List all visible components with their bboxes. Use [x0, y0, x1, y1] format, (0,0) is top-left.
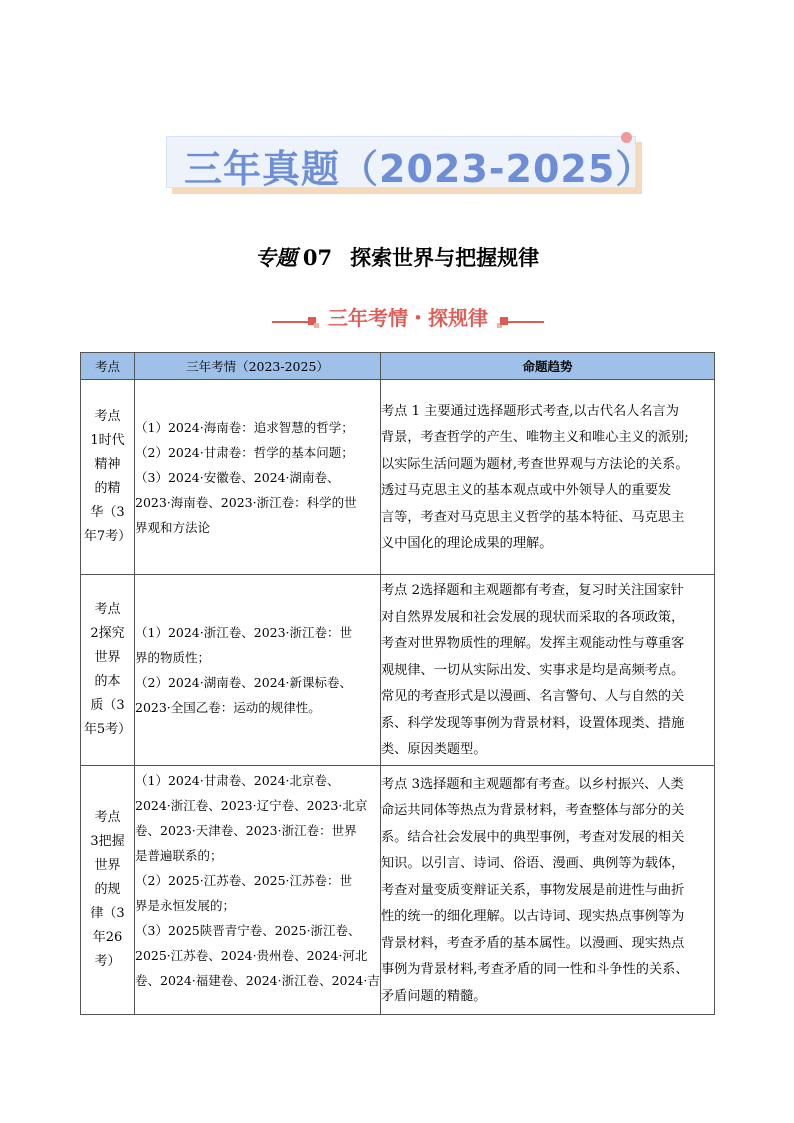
qushi-line: 对自然界发展和社会发展的现状而采取的各项政策， [381, 609, 685, 625]
header-qushi: 命题趋势 [381, 353, 715, 380]
qushi-line: 知识。以引言、诗词、俗语、漫画、典例等为载体， [381, 856, 685, 872]
kaoqing-line: （3）2025陕晋青宁卷、2025·浙江卷、 [135, 923, 361, 938]
qushi-cell [381, 575, 715, 766]
kaoqing-line: 界是永恒发展的； [135, 898, 236, 913]
kaodian-line: 世界 [94, 858, 121, 873]
banner-title: 三年真题（2023-2025） [184, 147, 655, 191]
kaodian-line: 年7考） [83, 529, 132, 544]
kaoqing-cell [135, 380, 381, 575]
header-line-right [508, 321, 544, 323]
kaoqing-line: （3）2024·安徽卷、2024·湖南卷、 [135, 469, 340, 485]
kaodian-cell [81, 575, 135, 766]
qushi-line: 系。结合社会发展中的典型事例，考查对发展的相关 [381, 829, 685, 845]
qushi-line: 透过马克思主义的基本观点或中外领导人的重要发 [381, 483, 672, 498]
kaodian-line: 精神 [94, 457, 121, 472]
kaoqing-line: （1）2024·甘肃卷、2024·北京卷、 [135, 773, 340, 788]
qushi-line: 义中国化的理论成果的理解。 [381, 536, 553, 551]
kaodian-line: 华（3 [90, 505, 125, 520]
kaoqing-line: 卷、2023·天津卷、2023·浙江卷：世界 [135, 823, 357, 838]
kaoqing-cell [135, 766, 381, 1015]
banner-dot-decoration [621, 132, 632, 143]
table-row [81, 380, 715, 575]
header-kaoqing: 三年考情（2023-2025） [135, 353, 381, 380]
kaodian-line: 考点 [94, 409, 121, 424]
kaodian-line: 质（3 [90, 698, 125, 713]
kaoqing-line: 卷、2024·福建卷、2024·浙江卷、2024·吉 [135, 973, 380, 988]
qushi-line: 考点 2选择题和主观题都有考查，复习时关注国家针 [381, 583, 684, 599]
qushi-line: 考查对量变质变辩证关系，事物发展是前进性与曲折 [381, 882, 685, 898]
table-row [81, 575, 715, 766]
kaodian-cell [81, 380, 135, 575]
kaodian-line: 世界 [94, 650, 121, 665]
kaoqing-line: （1）2024·海南卷：追求智慧的哲学； [135, 419, 354, 435]
kaoqing-line: 是普遍联系的； [135, 848, 223, 863]
section-header-text: 三年考情・探规律 [328, 306, 488, 330]
kaoqing-line: 2024·浙江卷、2023·辽宁卷、2023·北京 [135, 798, 368, 813]
qushi-line: 类、原因类题型。 [381, 742, 487, 758]
kaodian-line: 2探究 [90, 626, 125, 641]
table-row [81, 766, 715, 1015]
topic-name: 探索世界与把握规律 [350, 245, 540, 270]
qushi-line: 常见的考查形式是以漫画、名言警句、人与自然的关 [381, 689, 685, 705]
kaodian-line: 的精 [94, 481, 121, 496]
table-header-row [81, 353, 715, 380]
kaodian-line: 的规 [94, 882, 121, 897]
kaodian-line: 年5考） [83, 722, 132, 737]
kaoqing-line: （2）2024·甘肃卷：哲学的基本问题； [135, 444, 354, 460]
topic-number: 07 [302, 245, 333, 270]
header-square-right [500, 317, 508, 325]
kaoqing-line: （2）2025·江苏卷、2025·江苏卷：世 [135, 873, 353, 888]
topic-title [0, 242, 794, 272]
qushi-line: 言等，考查对马克思主义哲学的基本特征、马克思主 [381, 509, 685, 525]
kaodian-line: 3把握 [90, 834, 125, 849]
kaodian-cell [81, 766, 135, 1015]
qushi-line: 系、科学发现等事例为背景材料，设置体现类、措施 [381, 715, 685, 731]
qushi-line: 考查对世界物质性的理解。发挥主观能动性与尊重客 [381, 636, 685, 652]
exam-analysis-table [80, 352, 715, 1015]
header-kaodian: 考点 [81, 353, 135, 380]
kaoqing-line: （2）2024·湖南卷、2024·新课标卷、 [135, 675, 353, 690]
kaoqing-line: 2023·全国乙卷：运动的规律性。 [135, 700, 321, 715]
qushi-line: 矛盾问题的精髓。 [381, 988, 487, 1004]
qushi-line: 观规律、一切从实际出发、实事求是均是高频考点。 [381, 662, 685, 678]
qushi-cell [381, 766, 715, 1015]
qushi-line: 命运共同体等热点为背景材料，考查整体与部分的关 [381, 803, 685, 819]
kaoqing-cell [135, 575, 381, 766]
kaoqing-line: （1）2024·浙江卷、2023·浙江卷：世 [135, 625, 353, 640]
title-banner [166, 136, 655, 192]
kaodian-line: 的本 [94, 674, 121, 689]
qushi-line: 以实际生活问题为题材,考查世界观与方法论的关系。 [381, 456, 689, 472]
kaoqing-line: 2023·海南卷、2023·浙江卷：科学的世 [135, 494, 357, 510]
section-header [272, 302, 544, 334]
kaodian-line: 年26 [92, 930, 123, 945]
kaodian-line: 考点 [94, 810, 121, 825]
kaodian-line: 律（3 [90, 906, 125, 921]
qushi-line: 性的统一的细化理解。以古诗词、现实热点事例等为 [381, 909, 685, 925]
kaodian-line: 考） [94, 954, 121, 969]
kaodian-line: 1时代 [90, 433, 125, 448]
kaoqing-line: 界的物质性； [135, 650, 211, 665]
kaodian-line: 考点 [94, 602, 121, 617]
qushi-line: 考点 3选择题和主观题都有考查。以乡村振兴、人类 [381, 776, 684, 792]
kaoqing-line: 界观和方法论 [135, 519, 211, 535]
qushi-line: 背景，考查哲学的产生、唯物主义和唯心主义的派别; [381, 430, 689, 445]
qushi-cell [381, 380, 715, 575]
qushi-line: 事例为背景材料,考查矛盾的同一性和斗争性的关系、 [381, 962, 689, 978]
qushi-line: 考点 1 主要通过选择题形式考查,以古代名人名言为 [381, 403, 679, 419]
qushi-line: 背景材料，考查矛盾的基本属性。以漫画、现实热点 [381, 935, 685, 951]
topic-tag: 专题 [254, 245, 297, 270]
kaoqing-line: 2025·江苏卷、2024·贵州卷、2024·河北 [135, 948, 368, 963]
